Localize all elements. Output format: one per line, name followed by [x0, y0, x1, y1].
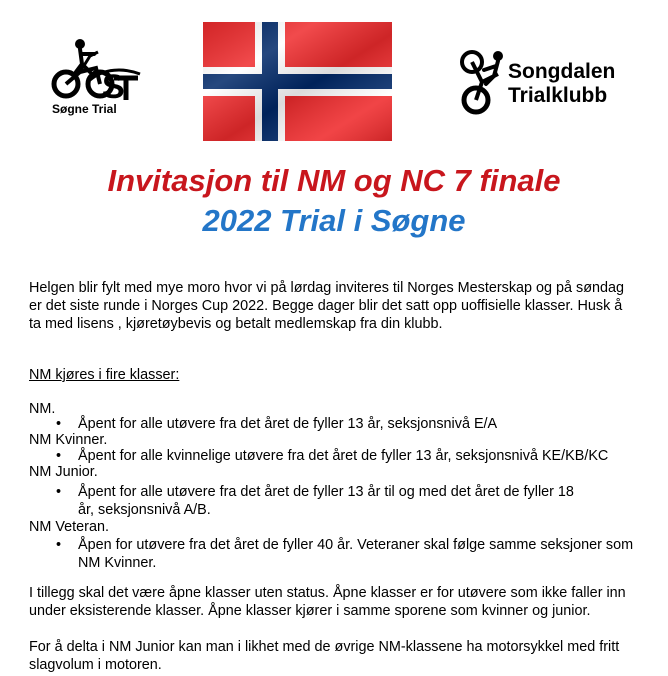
left-logo-caption: Søgne Trial	[52, 102, 117, 116]
svg-text:S: S	[102, 68, 125, 102]
class-description: • Åpen for utøvere fra det året de fyller 40 år. Veteraner skal følge samme seksjoner som NM Kvinner.	[78, 536, 644, 572]
songdalen-trialklubb-logo	[458, 48, 638, 118]
title-highlight: NM og NC 7 finale	[296, 163, 561, 198]
right-logo-line2: Trialklubb	[508, 84, 608, 107]
junior-note-paragraph: For å delta i NM Junior kan man i likhet med de øvrige NM-klassene ha motorsykkel med fritt slagvolum i motoren.	[29, 639, 620, 673]
trial-rider-icon	[44, 38, 144, 102]
title-line2: 2022 Trial i Søgne	[202, 203, 466, 238]
class-name: NM Kvinner.	[29, 432, 108, 448]
class-description: • Åpent for alle utøvere fra det året de fyller 13 år til og med det året de fyller 18 år, seksjonsnivå A/B.	[78, 483, 588, 519]
sogne-trial-logo	[44, 38, 144, 120]
title-line1	[0, 163, 668, 199]
classes-heading: NM kjøres i fire klasser:	[29, 367, 180, 383]
class-description: • Åpent for alle kvinnelige utøvere fra det året de fyller 13 år, seksjonsnivå KE/KB/KC	[78, 447, 630, 465]
intro-paragraph: Helgen blir fylt med mye moro hvor vi på lørdag inviteres til Norges Mesterskap og på søndag er det siste runde i Norges Cup 2022. Begge dager blir det satt opp uoffisielle klasser. Husk å ta med lisens , kjøretøybevis og betalt medlemskap fra din klubb.	[29, 280, 625, 332]
open-classes-paragraph: I tillegg skal det være åpne klasser uten status. Åpne klasser er for utøvere som ikke faller inn under eksisterende klasser. Åpne klasser kjører i samme sporene som kvinner og junior.	[29, 585, 626, 619]
class-name: NM Veteran.	[29, 519, 109, 535]
title-prefix: Invitasjon til	[107, 163, 289, 198]
right-logo-line1: Songdalen	[508, 60, 616, 83]
class-description: • Åpent for alle utøvere fra det året de fyller 13 år, seksjonsnivå E/A	[78, 415, 630, 433]
class-name: NM Junior.	[29, 464, 98, 480]
class-name: NM.	[29, 401, 56, 417]
norwegian-flag-icon	[203, 22, 392, 141]
